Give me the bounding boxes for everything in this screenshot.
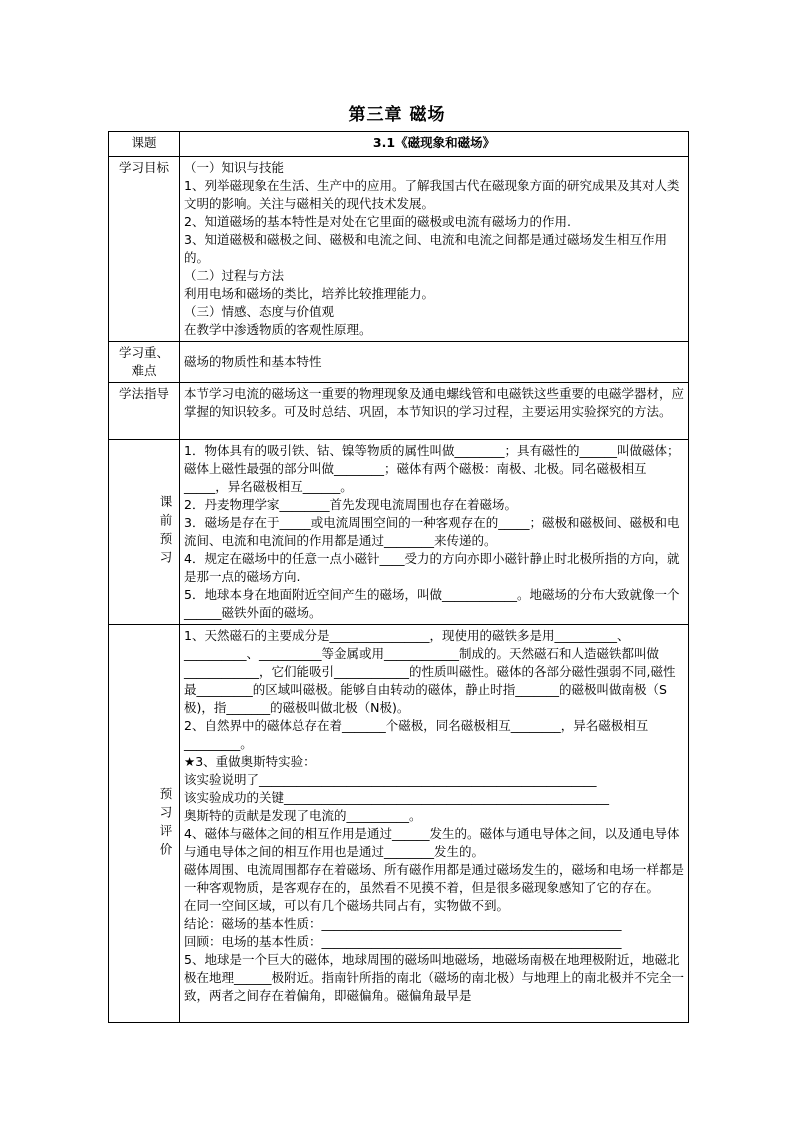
evaluation-row [109, 625, 689, 1023]
page-title: 第三章 磁场 [348, 105, 446, 125]
key-points-content: 磁场的物质性和基本特性 [180, 342, 689, 383]
method-content: 本节学习电流的磁场这一重要的物理现象及通电螺线管和电磁铁这些重要的电磁学器材，应掌握的知识较多。可及时总结、巩固，本节知识的学习过程，主要运用实验探究的方法。 [180, 383, 689, 440]
preview-item: 4．规定在磁场中的任意一点小磁针____受力的方向亦即小磁针静止时北极所指的方向，就是那一点的磁场方向. [184, 551, 680, 584]
evaluation-item: ★3、重做奥斯特实验： [184, 754, 316, 769]
key-points-row [109, 342, 689, 383]
preview-item: 3．磁场是存在于_____或电流周围空间的一种客观存在的_____；磁极和磁极间、磁极和电流间、电流和电流间的作用都是通过________来传递的。 [184, 515, 680, 548]
evaluation-label: 预习评价 [109, 625, 180, 1023]
preview-label: 课前预习 [109, 440, 180, 625]
evaluation-content [180, 625, 689, 1023]
preview-item: 2．丹麦物理学家________首先发现电流周围也存在着磁场。 [184, 497, 517, 512]
preview-row [109, 440, 689, 625]
evaluation-item: 2、自然界中的磁体总存在着_______个磁极，同名磁极相互________，异名磁极相互_________。 [184, 718, 649, 751]
objectives-row [109, 157, 689, 342]
preview-item: 5．地球本身在地面附近空间产生的磁场，叫做____________。地磁场的分布大致就像一个______磁铁外面的磁场。 [184, 587, 680, 620]
evaluation-item: 该实验成功的关键____________________________________________________ [184, 790, 610, 805]
evaluation-item: 4、磁体与磁体之间的相互作用是通过______发生的。磁体与通电导体之间，以及通电导体与通电导体之间的相互作用也是通过________发生的。 [184, 826, 680, 859]
lesson-title: 3.1《磁现象和磁场》 [180, 132, 689, 157]
objectives-line: 1、列举磁现象在生活、生产中的应用。了解我国古代在磁现象方面的研究成果及其对人类文明的影响。关注与磁相关的现代技术发展。 [184, 178, 680, 211]
objectives-line: 在教学中渗透物质的客观性原理。 [184, 322, 372, 337]
topic-label: 课题 [109, 132, 180, 157]
evaluation-item: 5、地球是一个巨大的磁体，地球周围的磁场叫地磁场，地磁场南极在地理极附近，地磁北极在地理______极附近。指南针所指的南北（磁场的南北极）与地理上的南北极并不完全一致，两者之间存在着偏角，即磁偏角。磁偏角最早是 [184, 952, 685, 1003]
key-points-label: 学习重、难点 [109, 342, 180, 383]
objectives-line: （二）过程与方法 [184, 268, 285, 283]
method-row [109, 383, 689, 440]
objectives-line: 2、知道磁场的基本特性是对处在它里面的磁极或电流有磁场力的作用. [184, 214, 571, 229]
evaluation-item: 奥斯特的贡献是发现了电流的__________。 [184, 808, 422, 823]
evaluation-item: 回顾：电场的基本性质：________________________________________________ [184, 934, 622, 949]
objectives-line: （三）情感、态度与价值观 [184, 304, 335, 319]
preview-content [180, 440, 689, 625]
evaluation-item: 1、天然磁石的主要成分是________________，现使用的磁铁多是用__________、__________、__________等金属或用____________制成的。天然磁石和人造磁铁都叫做____________，它们能吸引____________的性质叫磁性。磁体的各部分磁性强弱不同,磁性最_________的区域叫磁极。能够自由转动的磁体，静止时指_______的磁极叫做南极（S极)，指_______的磁极叫做北极（N极)。 [184, 628, 676, 715]
topic-row [109, 132, 689, 157]
objectives-line: 利用电场和磁场的类比，培养比较推理能力。 [184, 286, 435, 301]
preview-item: 1．物体具有的吸引铁、钴、镍等物质的属性叫做________；具有磁性的______叫做磁体；磁体上磁性最强的部分叫做________；磁体有两个磁极：南极、北极。同名磁极相互_____，异名磁极相互______。 [184, 443, 680, 494]
objectives-line: （一）知识与技能 [184, 160, 285, 175]
method-label: 学法指导 [109, 383, 180, 440]
evaluation-item: 该实验说明了______________________________________________________ [184, 772, 597, 787]
objectives-content [180, 157, 689, 342]
evaluation-item: 在同一空间区域，可以有几个磁场共同占有，实物做不到。 [184, 898, 510, 913]
evaluation-item: 磁体周围、电流周围都存在着磁场、所有磁作用都是通过磁场发生的，磁场和电场一样都是一种客观物质，是客观存在的，虽然看不见摸不着，但是很多磁现象感知了它的存在。 [184, 862, 685, 895]
objectives-label: 学习目标 [109, 157, 180, 342]
lesson-plan-table [108, 131, 689, 1023]
objectives-line: 3、知道磁极和磁极之间、磁极和电流之间、电流和电流之间都是通过磁场发生相互作用的。 [184, 232, 667, 265]
evaluation-item: 结论：磁场的基本性质：________________________________________________ [184, 916, 622, 931]
